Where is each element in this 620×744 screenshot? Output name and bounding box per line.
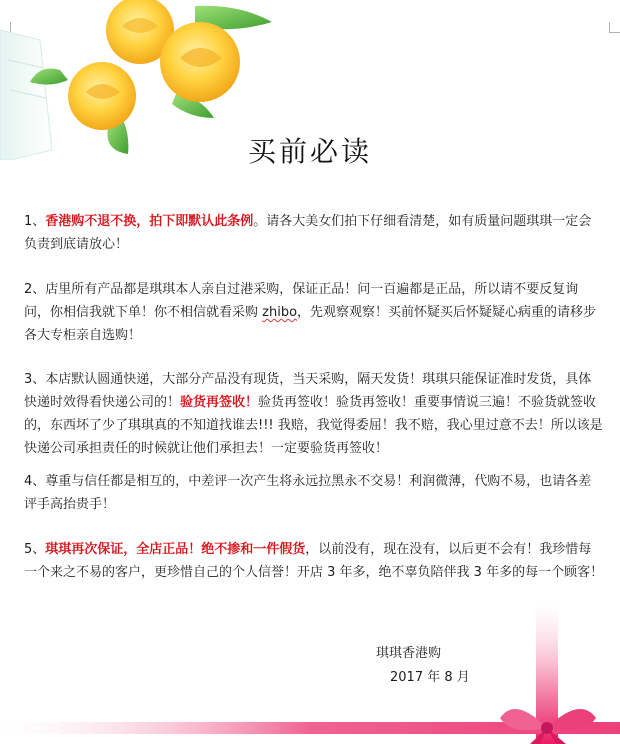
signature-name: 琪琪香港购 [376, 646, 442, 661]
signature-block [376, 642, 470, 690]
paragraph-number: 1、 [24, 214, 46, 229]
misspelled-word: zhibo [262, 305, 298, 320]
highlight-text: 验货再签收！ [180, 395, 259, 410]
notice-paragraph-2 [24, 278, 604, 347]
notice-paragraph-5 [24, 538, 604, 584]
paragraph-text: 店里所有产品都是琪琪本人亲自过港采购，保证正品！问一百遍都是正品，所以请不要反复询问，你相信我就下单！你不相信就看采购 [24, 282, 579, 320]
paragraph-text: ，以前没有，现在没有，以后更不会有！我珍惜每一个来之不易的客户，更珍惜自己的个人信誉！开店 3 年多，绝不辜负陪伴我 3 年多的每一个顾客！ [24, 542, 604, 580]
paragraph-text: 尊重与信任都是相互的，中差评一次产生将永远拉黑永不交易！利润微薄，代购不易，也请各差评手高抬贵手！ [24, 474, 592, 512]
signature-date: 2017 年 8 月 [390, 670, 470, 685]
page-title: 买前必读 [247, 135, 372, 168]
highlight-text: 香港购不退不换，拍下即默认此条例 [45, 214, 254, 229]
notice-paragraph-1 [24, 210, 604, 256]
paragraph-number: 4、 [24, 474, 46, 489]
notice-paragraph-3 [24, 368, 604, 460]
paragraph-text: 本店默认圆通快递，大部分产品没有现货，当天采购，隔天发货！琪琪只能保证准时发货，具体快递时效得看快递公司的！ [24, 372, 592, 410]
paragraph-text: 。请各大美女们拍下仔细看清楚，如有质量问题琪琪一定会负责到底请放心！ [24, 214, 592, 252]
paragraph-text: 验货再签收！验货再签收！重要事情说三遍！不验货就签收的，东西坏了少了琪琪真的不知道找谁去!!! 我赔，我觉得委屈！我不赔，我心里过意不去！所以该是快递公司承担责任的时候就让他们承担去！一定要验货再签收！ [24, 395, 603, 456]
paragraph-number: 5、 [24, 542, 46, 557]
notice-paragraph-4 [24, 470, 604, 516]
pink-ribbon-decoration-icon [0, 600, 620, 744]
highlight-text: 琪琪再次保证，全店正品！绝不掺和一件假货 [45, 542, 306, 557]
paragraph-number: 3、 [24, 372, 46, 387]
paragraph-text: ，先观察观察！买前怀疑买后怀疑疑心病重的请移步各大专柜亲自选购！ [24, 305, 597, 343]
crop-mark-top-right [609, 22, 620, 33]
paragraph-number: 2、 [24, 282, 46, 297]
